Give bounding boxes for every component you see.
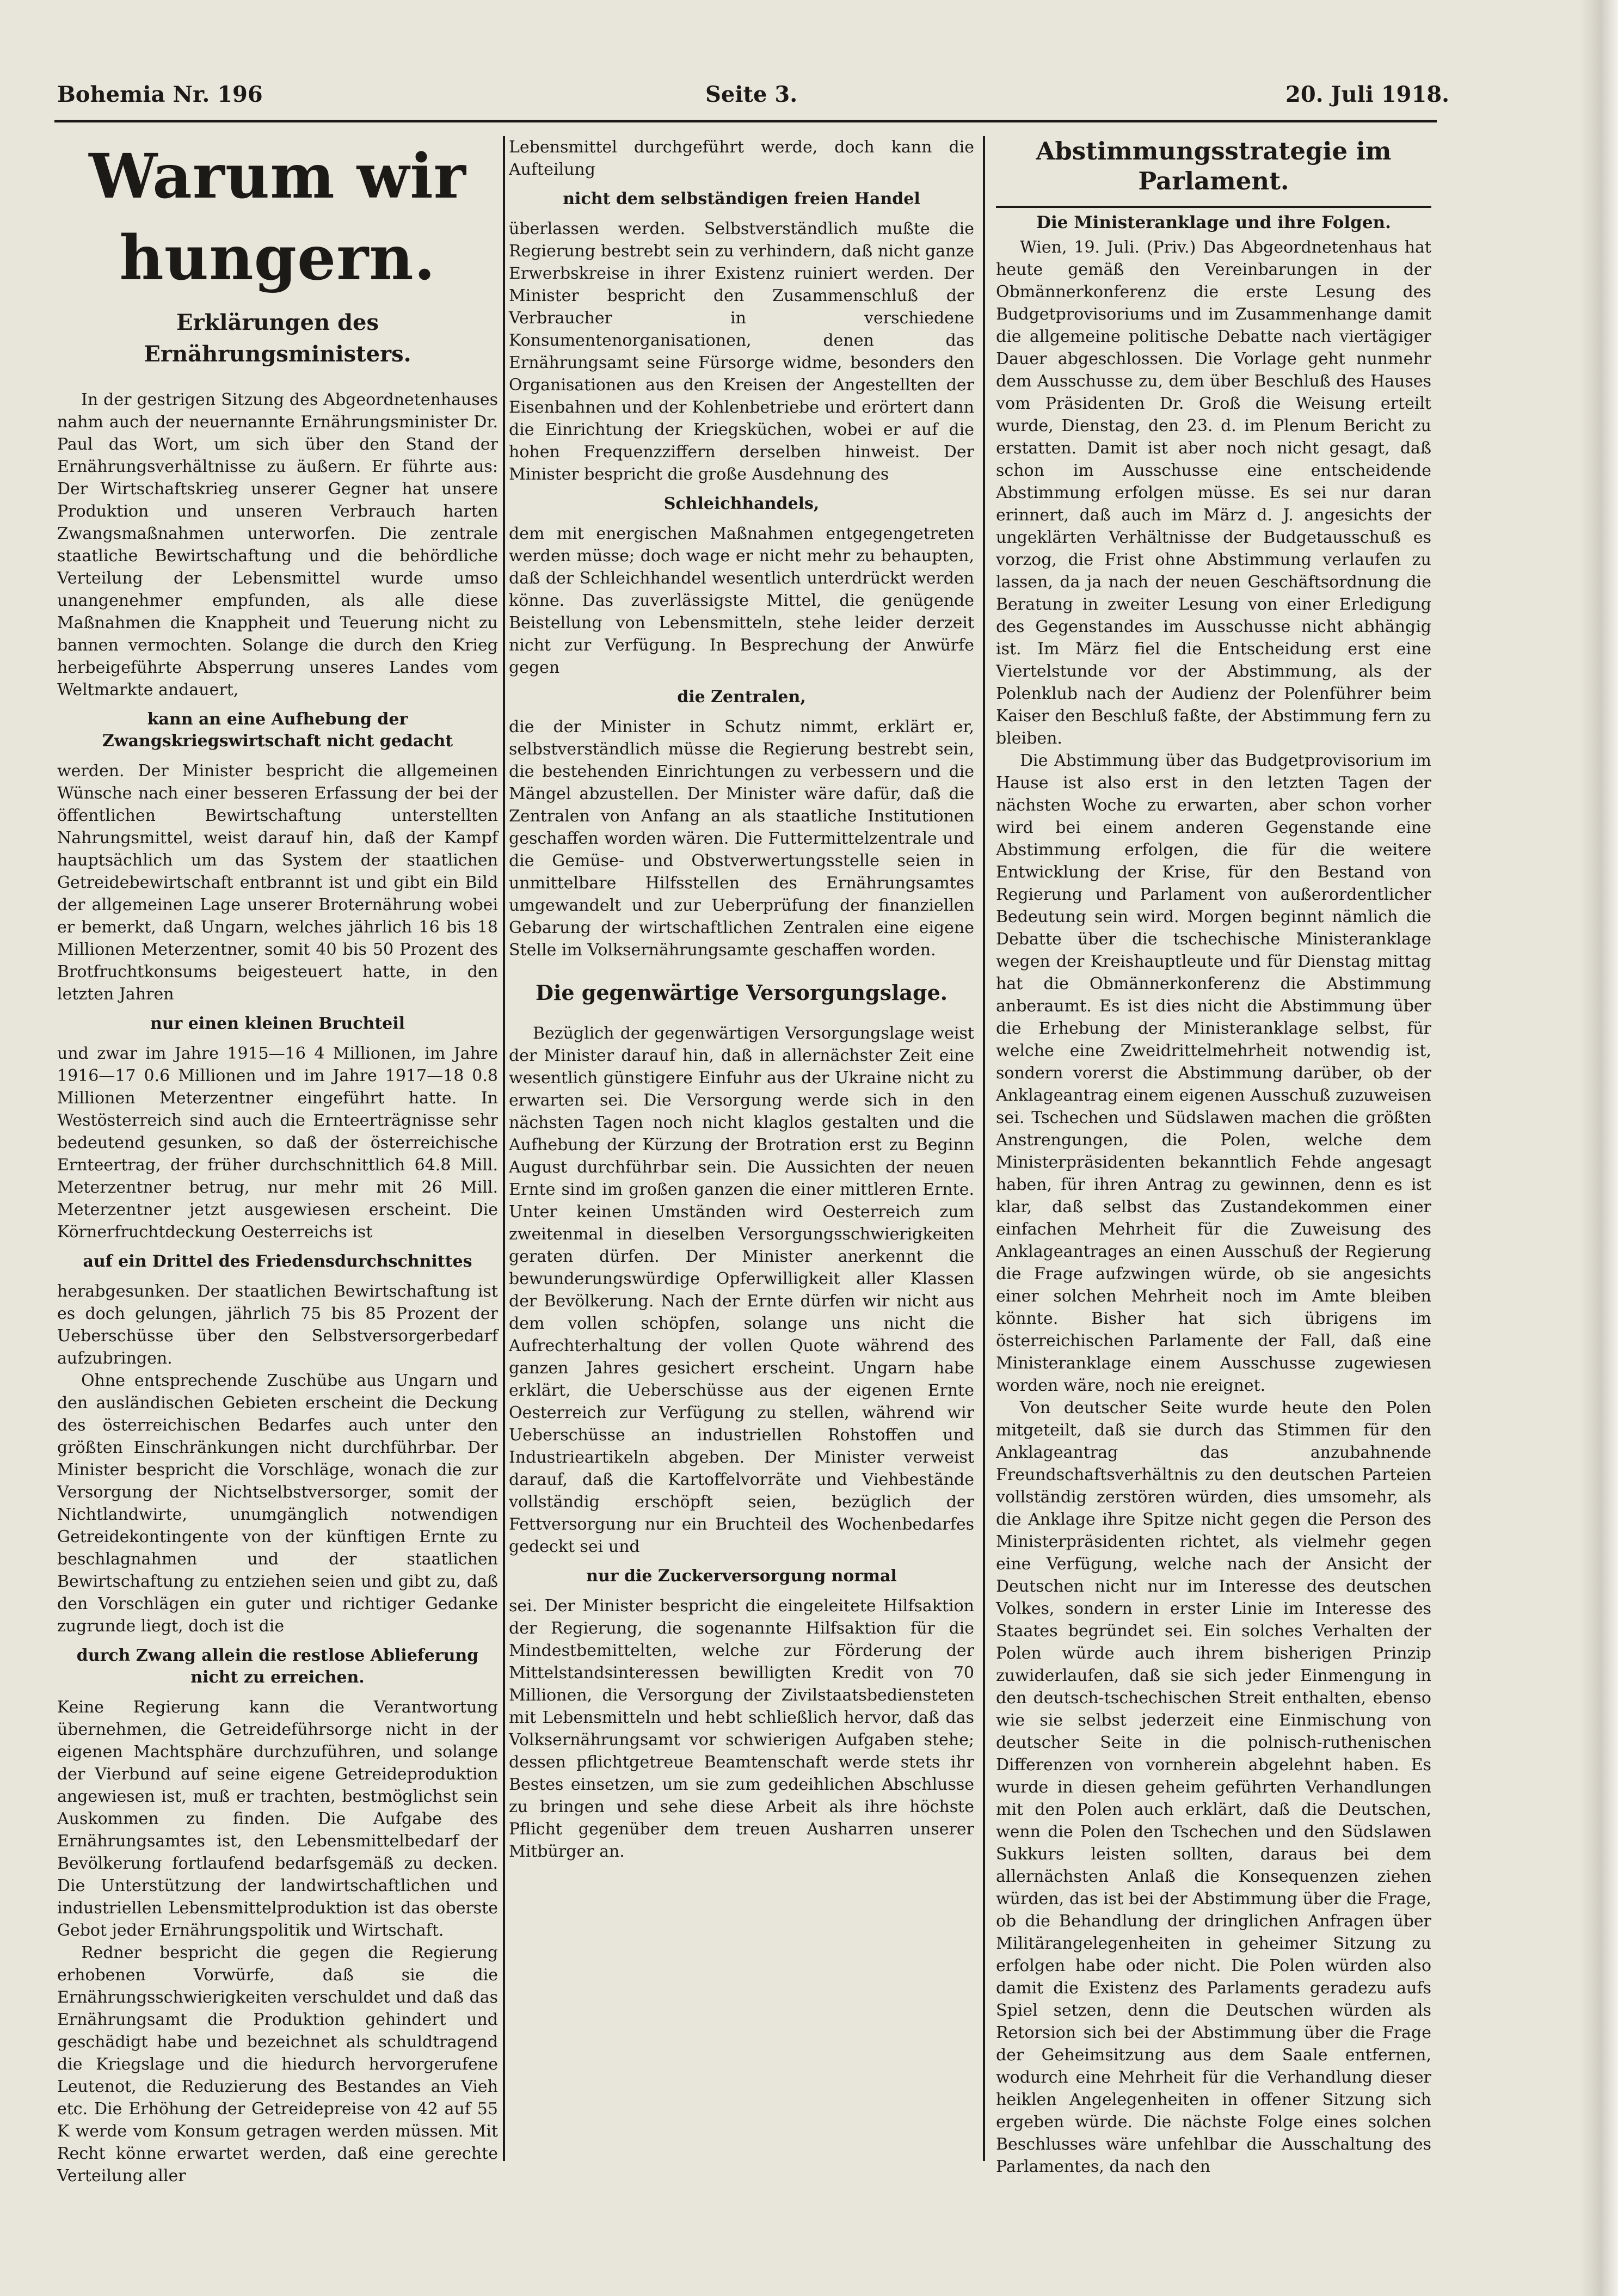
column-rule-left bbox=[503, 136, 505, 2161]
section-headline: Die gegenwärtige Versorgungslage. bbox=[535, 980, 948, 1005]
side-headline-rule bbox=[996, 206, 1431, 208]
column-rule-right bbox=[983, 136, 985, 2161]
page-edge-shadow bbox=[1580, 0, 1618, 2296]
main-subhead-2: nur einen kleinen Bruchteil bbox=[150, 1014, 405, 1033]
main-subhead-7: die Zentralen, bbox=[677, 687, 806, 707]
side-paragraph-1: Wien, 19. Juli. (Priv.) Das Abgeordnetenhaus hat heute gemäß den Vereinbarungen in der Obmännerkonferenz die erste Lesung des Budgetprovisoriums und im Zusammenhange damit die allgemeine politische Debatte nach viertägiger Dauer abgeschlossen. Die Vorlage geht nunmehr dem Ausschusse zu, dem über Beschluß des Hauses vom Präsidenten Dr. Groß die Weisung erteilt wurde, Dienstag, den 23. d. im Plenum Bericht zu erstatten. Damit ist aber noch nicht gesagt, daß schon im Ausschusse eine entscheidende Abstimmung erfolgen müsse. Es sei nur daran erinnert, daß auch im März d. J. angesichts der ungeklärten Verhältnisse der Budgetausschuß es vorzog, die Frist ohne Abstimmung verlaufen zu lassen, da ja nach der neuen Geschäftsordnung die Beratung in zweiter Lesung von einer Erledigung des Gegenstandes im Ausschusse nicht abhängig ist. Im März fiel die Entscheidung erst eine Viertelstunde vor der Abstimmung, als der Polenklub nach der Audienz der Polenführer beim Kaiser den Beschluß faßte, der Abstimmung fern zu bleiben. bbox=[996, 238, 1431, 748]
side-paragraph-2: Die Abstimmung über das Budgetprovisorium im Hause ist also erst in den letzten Tagen der nächsten Woche zu erwarten, aber schon vorher wird bei einem anderen Gegenstande eine Abstimmung erfolgen, die für die weitere Entwicklung der Krise, für den Bestand von Regierung und Parlament von außerordentlicher Bedeutung sein wird. Morgen beginnt nämlich die Debatte über die tschechische Ministeranklage wegen der Kreishauptleute und für Dienstag mittag hat die Obmännerkonferenz die Abstimmung anberaumt. Es ist dies nicht die Abstimmung über die Erhebung der Ministeranklage selbst, für welche eine Zweidrittelmehrheit notwendig ist, sondern vorerst die Abstimmung darüber, ob der Anklageantrag einem eigenen Ausschuß zuzuweisen sei. Tschechen und Südslawen machen die größten Anstrengungen, die Polen, welche dem Ministerpräsidenten bekanntlich Fehde angesagt haben, für ihren Antrag zu gewinnen, denn es ist klar, daß selbst das Zustandekommen einer einfachen Mehrheit für die Zuweisung des Anklageantrages an einen Ausschuß der Regierung die Frage aufzwingen würde, ob sie angesichts einer solchen Mehrheit noch im Amte bleiben könnte. Bisher hat sich übrigens im österreichischen Parlamente der Fall, daß eine Ministeranklage einem Ausschusse zugewiesen worden wäre, noch nie ereignet. bbox=[996, 751, 1431, 1395]
main-subhead-3: auf ein Drittel des Friedensdurchschnittes bbox=[83, 1252, 472, 1271]
main-subhead-4: durch Zwang allein die restlose Ablieferung nicht zu erreichen. bbox=[76, 1646, 479, 1687]
main-subhead-8: nur die Zuckerversorgung normal bbox=[586, 1567, 897, 1586]
main-paragraph-1: In der gestrigen Sitzung des Abgeordnetenhauses nahm auch der neuernannte Ernährungsminister Dr. Paul das Wort, um sich über den Stand der Ernährungsverhältnisse zu äußern. Er führte aus: Der Wirtschaftskrieg unserer Gegner hat unsere Produktion und unseren Verbrauch harten Zwangsmaßnahmen unterworfen. Die zentrale staatliche Bewirtschaftung und die behördliche Verteilung der Lebensmittel wurde umso unangenehmer empfunden, als alle diese Maßnahmen die Knappheit und Teuerung nicht zu bannen vermochten. Solange die durch den Krieg herbeigeführte Absperrung unseres Landes vom Weltmarkte andauert, bbox=[57, 390, 498, 699]
main-subhead-5: nicht dem selbständigen freien Handel bbox=[563, 189, 920, 208]
main-paragraph-13: sei. Der Minister bespricht die eingeleitete Hilfsaktion der Regierung, die sogenannte Hilfsaktion für die Mindestbemittelten, welche zur Förderung der Mittelstandsinteressen bewilligten Kredit von 70 Millionen, die Versorgung der Zivilstaatsbediensteten mit Lebensmitteln und hebt schließlich hervor, daß das Volksernährungsamt vor schwierigen Aufgaben stehe; dessen pflichtgetreue Beamtenschaft werde stets ihr Bestes einsetzen, um sie zum gedeihlichen Abschlusse zu bringen und sehe diese Arbeit als ihre höchste Pflicht gegenüber dem treuen Ausharren unserer Mitbürger an. bbox=[509, 1597, 974, 1861]
main-paragraph-10: dem mit energischen Maßnahmen entgegengetreten werden müsse; doch wage er nicht mehr zu behaupten, daß der Schleichhandel wesentlich unterdrückt werden könne. Das zuverlässigste Mittel, die genügende Beistellung von Lebensmitteln, stehe leider derzeit nicht zur Verfügung. In Besprechung der Anwürfe gegen bbox=[509, 524, 974, 677]
side-subheadline: Die Ministeranklage und ihre Folgen. bbox=[1036, 213, 1391, 232]
side-paragraph-3: Von deutscher Seite wurde heute den Polen mitgeteilt, daß sie durch das Stimmen für den Anklageantrag das anzubahnende Freundschaftsverhältnis zu den deutschen Parteien vollständig zerstören würden, dies umsomehr, als die Anklage ihre Spitze nicht gegen die Person des Ministerpräsidenten richtet, als vielmehr gegen eine Verfügung, welche nach der Ansicht der Deutschen nicht nur im Interesse des deutschen Volkes, sondern in erster Linie im Interesse des Staates begründet sei. Ein solches Verhalten der Polen würde auch ihrem bisherigen Prinzip zuwiderlaufen, daß sie sich jeder Einmengung in den deutsch-tschechischen Streit enthalten, ebenso wie sie selbst jederzeit eine Einmischung von deutscher Seite in die polnisch-ruthenischen Differenzen von vornherein abgelehnt haben. Es wurde in diesen geheim geführten Verhandlungen mit den Polen auch erklärt, daß die Deutschen, wenn die Polen den Tschechen und den Südslawen Sukkurs leisten sollten, daraus bei dem allernächsten Anlaß die Konsequenzen ziehen würden, das ist bei der Abstimmung über die Frage, ob die Behandlung der dringlichen Anfragen über Militärangelegenheiten in geheimer Sitzung zu erfolgen habe oder nicht. Die Polen würden also damit die Existenz des Parlaments geradezu aufs Spiel setzen, denn die Deutschen würden als Retorsion sich bei der Abstimmung über die Frage der Geheimsitzung aus dem Saale entfernen, wodurch eine Mehrheit für die Verhandlung dieser heiklen Angelegenheiten in offener Sitzung sich ergeben würde. Die nächste Folge eines solchen Beschlusses wäre unfehlbar die Ausschaltung des Parlamentes, da nach den bbox=[996, 1398, 1431, 2176]
main-paragraph-4: herabgesunken. Der staatlichen Bewirtschaftung ist es doch gelungen, jährlich 75 bis 85 Prozent der Ueberschüsse über den Selbstversorgerbedarf aufzubringen. bbox=[57, 1282, 498, 1368]
main-subheadline: Erklärungen des Ernährungsministers. bbox=[144, 310, 411, 367]
main-paragraph-7: Redner bespricht die gegen die Regierung erhobenen Vorwürfe, daß sie die Ernährungsschwierigkeiten verschuldet und daß das Ernährungsamt die Produktion gehindert und geschädigt habe und bezeichnet als schuldtragend die Kriegslage und die hiedurch hervorgerufene Leutenot, die Reduzierung des Bestandes an Vieh etc. Die Erhöhung der Getreidepreise von 42 auf 55 K werde vom Konsum getragen werden müssen. Mit Recht könne erwartet werden, daß eine gerechte Verteilung aller bbox=[57, 1943, 498, 2186]
main-paragraph-3: und zwar im Jahre 1915—16 4 Millionen, im Jahre 1916—17 0.6 Millionen und im Jahre 1917—18 0.8 Millionen Meterzentner eingeführt hatte. In Westösterreich sind auch die Ernteerträgnisse sehr bedeutend gesunken, so daß der österreichische Ernteertrag, der früher durchschnittlich 64.8 Mill. Meterzentner betrug, nur mehr mit 26 Mill. Meterzentner jetzt ausgewiesen erscheint. Die Körnerfruchtdeckung Oesterreichs ist bbox=[57, 1044, 498, 1242]
main-paragraph-11: die der Minister in Schutz nimmt, erklärt er, selbstverständlich müsse die Regierung bestrebt sein, die bestehenden Einrichtungen zu verbessern und die Mängel abzustellen. Der Minister wäre dafür, daß die Zentralen von Anfang an als staatliche Institutionen geschaffen worden wären. Die Futtermittelzentrale und die Gemüse- und Obstverwertungsstelle seien in unmittelbare Hilfsstellen des Ernährungsamtes umgewandelt und zur Ueberprüfung der finanziellen Gebarung der wirtschaftlichen Zentralen eine eigene Stelle im Volksernährungsamte geschaffen worden. bbox=[509, 717, 974, 960]
main-headline: Warum wir hungern. bbox=[89, 141, 466, 294]
header-publication: Bohemia Nr. 196 bbox=[57, 82, 263, 107]
side-headline: Abstimmungsstrategie im Parlament. bbox=[1036, 137, 1392, 195]
main-paragraph-6: Keine Regierung kann die Verantwortung übernehmen, die Getreideführsorge nicht in der eigenen Machtsphäre durchzuführen, und solange der Vierbund auf seine eigene Getreideproduktion angewiesen ist, muß er trachten, bestmöglichst sein Auskommen zu finden. Die Aufgabe des Ernährungsamtes ist, den Lebensmittelbedarf der Bevölkerung fortlaufend bedarfsgemäß zu decken. Die Unterstützung der landwirtschaftlichen und industriellen Lebensmittelproduktion ist das oberste Gebot jeder Ernährungspolitik und Wirtschaft. bbox=[57, 1698, 498, 1940]
main-paragraph-8: Lebensmittel durchgeführt werde, doch kann die Aufteilung bbox=[509, 138, 974, 179]
main-paragraph-12: Bezüglich der gegenwärtigen Versorgungslage weist der Minister darauf hin, daß in allernächster Zeit eine wesentlich günstigere Einfuhr aus der Ukraine nicht zu erwarten sei. Die Versorgung werde sich in den nächsten Tagen noch nicht klaglos gestalten und die Aufhebung der Kürzung der Brotration erst zu Beginn August durchführbar sein. Die Aussichten der neuen Ernte sind im großen ganzen die einer mittleren Ernte. Unter keinen Umständen wird Oesterreich zum zweitenmal in dieselben Versorgungsschwierigkeiten geraten dürfen. Der Minister anerkennt die bewunderungswürdige Opferwilligkeit aller Klassen der Bevölkerung. Nach der Ernte dürfen wir nicht aus dem vollen schöpfen, solange uns nicht die Aufrechterhaltung der vollen Quote während des ganzen Jahres gesichert erscheint. Ungarn habe erklärt, die Ueberschüsse aus der eigenen Ernte Oesterreich zur Verfügung zu stellen, während wir Ueberschüsse an industriellen Rohstoffen und Industrieartikeln abgeben. Der Minister verweist darauf, daß die Kartoffelvorräte und Viehbestände vollständig erschöpft seien, bezüglich der Fettversorgung nur ein Bruchteil des Wochenbedarfes gedeckt sei und bbox=[509, 1024, 974, 1556]
main-subhead-6: Schleichhandels, bbox=[663, 494, 820, 513]
header-page-number: Seite 3. bbox=[705, 82, 798, 107]
column-middle bbox=[509, 136, 974, 1863]
main-paragraph-5: Ohne entsprechende Zuschübe aus Ungarn und den ausländischen Gebieten erscheint die Deckung des österreichischen Bedarfes auch unter den größten Einschränkungen nicht durchführbar. Der Minister bespricht die Vorschläge, wonach die zur Versorgung der Nichtselbstversorger, somit der Nichtlandwirte, unumgänglich notwendigen Getreidekontingente von der künftigen Ernte zu beschlagnahmen und der staatlichen Bewirtschaftung zu entziehen seien und gibt zu, daß den Vorschlägen ein guter und richtiger Gedanke zugrunde liegt, doch ist die bbox=[57, 1371, 498, 1636]
column-left bbox=[57, 136, 498, 2187]
header-date: 20. Juli 1918. bbox=[1285, 82, 1450, 107]
main-paragraph-9: überlassen werden. Selbstverständlich mußte die Regierung bestrebt sein zu verhindern, daß nicht ganze Erwerbskreise in ihrer Existenz ruiniert werden. Der Minister bespricht den Zusammenschluß der Verbraucher in verschiedene Konsumentenorganisationen, denen das Ernährungsamt seine Fürsorge widme, besonders den Organisationen aus den Kreisen der Angestellten der Eisenbahnen und der Kohlenbetriebe und erörtert dann die Einrichtung der Kriegsküchen, wobei er auf die hohen Frequenzziffern derselben hinweist. Der Minister bespricht die große Ausdehnung des bbox=[509, 219, 974, 484]
column-right bbox=[996, 136, 1431, 2178]
main-subhead-1: kann an eine Aufhebung der Zwangskriegswirtschaft nicht gedacht bbox=[102, 710, 453, 751]
header-rule bbox=[54, 120, 1437, 122]
main-paragraph-2: werden. Der Minister bespricht die allgemeinen Wünsche nach einer besseren Erfassung der bei der öffentlichen Bewirtschaftung unterstellten Nahrungsmittel, weist darauf hin, daß der Kampf hauptsächlich um das System der staatlichen Getreidebewirtschaft entbrannt ist und gibt ein Bild der allgemeinen Lage unserer Broternährung wobei er bemerkt, daß Ungarn, welches jährlich 16 bis 18 Millionen Meterzentner, somit 40 bis 50 Prozent des Brotfruchtkonsums beigesteuert hatte, in den letzten Jahren bbox=[57, 762, 498, 1004]
